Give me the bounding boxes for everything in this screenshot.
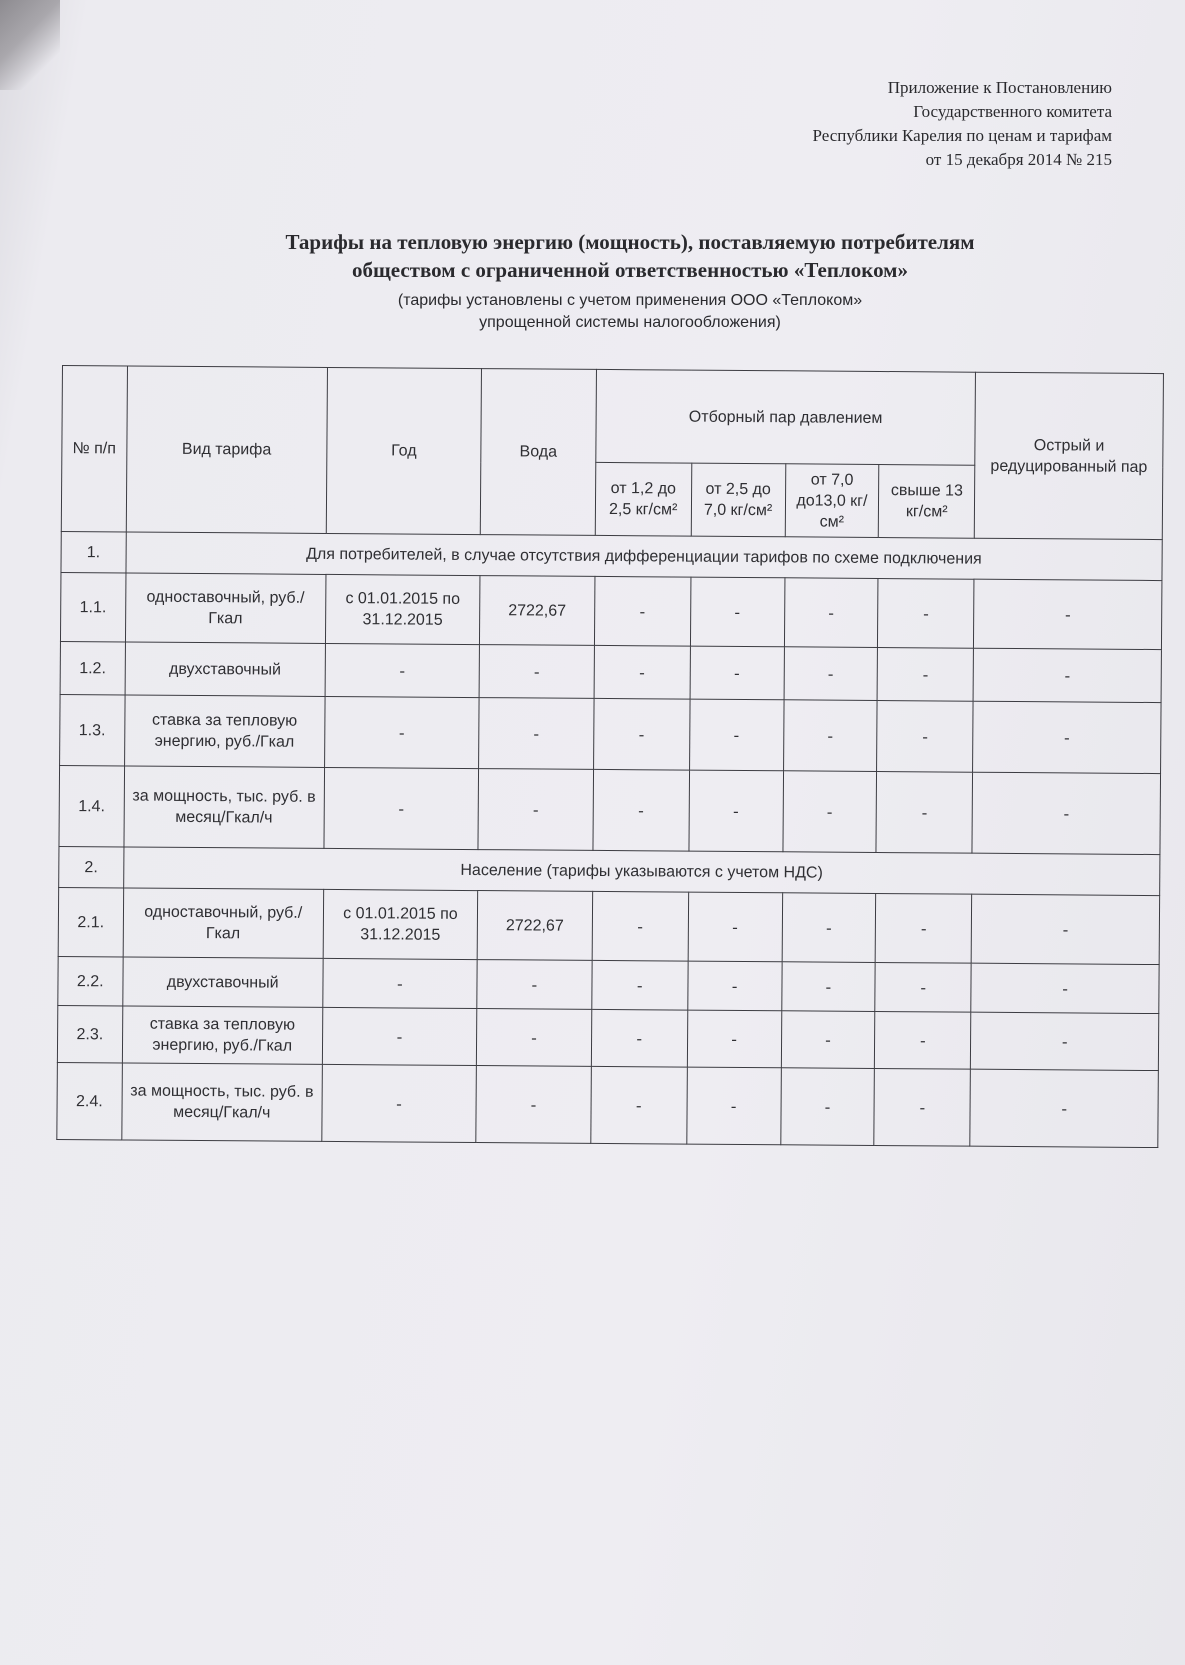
section-title: Для потребителей, в случае отсутствия дифференциации тарифов по схеме подключения	[126, 532, 1163, 581]
cell-sharp: -	[972, 772, 1160, 854]
cell-water: -	[479, 698, 594, 770]
cell-steam-4: -	[876, 771, 973, 853]
cell-steam-3: -	[781, 1011, 875, 1069]
cell-num: 2.3.	[57, 1005, 122, 1062]
cell-steam-1: -	[592, 960, 688, 1010]
cell-steam-2: -	[690, 646, 784, 700]
col-header-steam-2: от 2,5 до 7,0 кг/см²	[691, 463, 785, 537]
table-row	[60, 572, 1161, 649]
cell-num: 2.4.	[57, 1062, 122, 1139]
col-header-steam: Отборный пар давлением	[596, 369, 976, 465]
cell-type: одноставочный, руб./Гкал	[123, 888, 324, 958]
cell-water: -	[476, 1066, 591, 1144]
table-row	[58, 956, 1159, 1013]
cell-type: за мощность, тыс. руб. в месяц/Гкал/ч	[124, 766, 325, 848]
cell-steam-1: -	[591, 1066, 687, 1144]
cell-type: ставка за тепловую энергию, руб./Гкал	[124, 695, 325, 767]
cell-steam-4: -	[874, 1068, 970, 1146]
cell-steam-2: -	[690, 577, 784, 647]
cell-sharp: -	[971, 894, 1159, 964]
cell-type: двухставочный	[125, 642, 326, 696]
cell-sharp: -	[973, 648, 1161, 702]
section-title: Население (тарифы указываются с учетом НДС)	[123, 847, 1160, 896]
cell-steam-2: -	[689, 699, 783, 771]
cell-steam-4: -	[875, 1011, 971, 1069]
cell-sharp: -	[970, 1069, 1158, 1147]
subtitle-line: упрощенной системы налогообложения)	[479, 314, 781, 331]
cell-steam-1: -	[591, 1009, 687, 1067]
cell-type: двухставочный	[122, 957, 323, 1007]
col-header-water: Вода	[480, 369, 596, 536]
cell-water: -	[479, 645, 594, 699]
cell-steam-2: -	[686, 1067, 780, 1145]
cell-water: -	[478, 769, 593, 851]
col-header-year: Год	[326, 367, 482, 534]
cell-type: за мощность, тыс. руб. в месяц/Гкал/ч	[121, 1063, 322, 1141]
cell-year: с 01.01.2015 по 31.12.2015	[323, 889, 478, 959]
cell-type: одноставочный, руб./Гкал	[125, 573, 326, 643]
cell-steam-2: -	[688, 892, 782, 962]
cell-water: 2722,67	[477, 891, 592, 961]
appendix-line: от 15 декабря 2014 № 215	[925, 150, 1112, 169]
cell-steam-3: -	[780, 1068, 874, 1146]
cell-steam-4: -	[877, 647, 973, 701]
table-row	[60, 694, 1161, 773]
cell-steam-3: -	[784, 578, 878, 648]
cell-steam-3: -	[784, 647, 878, 701]
subtitle-line: (тарифы установлены с учетом применения ООО «Теплоком»	[397, 292, 863, 309]
cell-steam-1: -	[593, 769, 689, 851]
cell-num: 1.1.	[60, 572, 125, 641]
col-header-num: № п/п	[61, 366, 127, 532]
appendix-line: Приложение к Постановлению	[887, 78, 1112, 97]
appendix-note	[813, 76, 1112, 172]
col-header-sharp-steam: Острый и редуцированный пар	[975, 372, 1164, 539]
cell-year: -	[322, 1007, 477, 1065]
cell-year: -	[324, 767, 479, 849]
document-subtitle	[180, 290, 1080, 334]
cell-sharp: -	[974, 579, 1162, 649]
cell-num: 1.4.	[59, 765, 124, 846]
col-header-steam-4: свыше 13 кг/см²	[879, 464, 975, 538]
cell-steam-4: -	[878, 578, 974, 648]
cell-num: 1.3.	[60, 694, 125, 765]
document-title	[180, 228, 1080, 284]
cell-year: -	[323, 958, 478, 1008]
cell-steam-4: -	[877, 700, 973, 772]
cell-year: с 01.01.2015 по 31.12.2015	[325, 574, 480, 644]
cell-water: -	[477, 960, 592, 1010]
cell-steam-2: -	[687, 961, 781, 1011]
cell-water: -	[476, 1009, 591, 1067]
cell-num: 2.2.	[58, 956, 123, 1005]
cell-steam-3: -	[782, 771, 876, 853]
cell-steam-4: -	[875, 962, 971, 1012]
cell-steam-3: -	[782, 893, 876, 963]
table-row	[57, 1062, 1159, 1147]
cell-year: -	[322, 1064, 477, 1142]
cell-type: ставка за тепловую энергию, руб./Гкал	[122, 1006, 323, 1064]
col-header-type: Вид тарифа	[126, 366, 327, 533]
cell-steam-1: -	[592, 891, 688, 961]
cell-num: 2.1.	[58, 887, 123, 956]
cell-year: -	[325, 643, 480, 697]
cell-steam-3: -	[783, 700, 877, 772]
appendix-line: Государственного комитета	[913, 102, 1112, 121]
cell-steam-1: -	[593, 698, 689, 770]
title-line: Тарифы на тепловую энергию (мощность), поставляемую потребителям	[285, 230, 975, 254]
section-num: 2.	[59, 846, 124, 887]
cell-sharp: -	[973, 701, 1161, 773]
cell-steam-1: -	[594, 645, 690, 699]
cell-year: -	[324, 696, 479, 768]
col-header-steam-1: от 1,2 до 2,5 кг/см²	[595, 462, 691, 536]
cell-steam-1: -	[594, 576, 690, 646]
cell-sharp: -	[971, 963, 1159, 1013]
col-header-steam-3: от 7,0 до13,0 кг/см²	[785, 464, 879, 538]
cell-steam-3: -	[781, 962, 875, 1012]
cell-steam-2: -	[687, 1010, 781, 1068]
table-row	[59, 765, 1161, 854]
table-row	[57, 1005, 1158, 1070]
appendix-line: Республики Карелия по ценам и тарифам	[812, 126, 1112, 145]
cell-steam-2: -	[689, 770, 783, 852]
table-row	[60, 641, 1161, 702]
table-row	[58, 887, 1159, 964]
cell-steam-4: -	[875, 893, 971, 963]
cell-num: 1.2.	[60, 641, 125, 694]
section-num: 1.	[61, 531, 126, 572]
tariff-table	[56, 365, 1164, 1148]
scan-shadow	[0, 0, 60, 90]
cell-water: 2722,67	[480, 576, 595, 646]
title-line: обществом с ограниченной ответственностью «Теплоком»	[352, 258, 908, 282]
cell-sharp: -	[971, 1012, 1159, 1070]
